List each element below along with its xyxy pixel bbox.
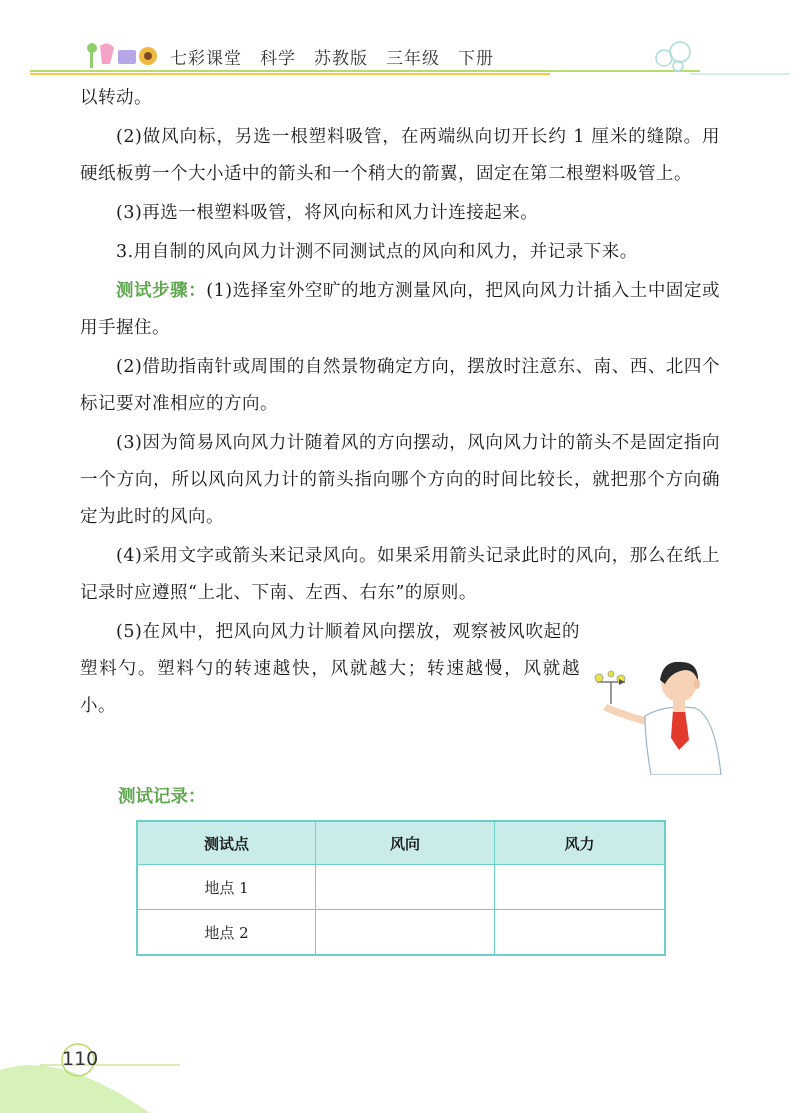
paragraph: [80, 273, 720, 347]
header-rule-accent: [30, 73, 550, 75]
paragraph: (4)采用文字或箭头来记录风向。如果采用箭头记录此时的风向，那么在纸上记录时应遵照“上北、下南、左西、右东”的原则。: [80, 546, 720, 603]
table-cell: [316, 865, 495, 910]
table-row: [137, 910, 665, 956]
table-cell: 地点 2: [137, 910, 316, 956]
main-content: [80, 80, 720, 727]
table-cell: 地点 1: [137, 865, 316, 910]
column-header: 风力: [495, 821, 666, 865]
column-header: 测试点: [137, 821, 316, 865]
paragraph-text: (1)选择室外空旷的地方测量风向，把风向风力计插入土中固定或用手握住。: [80, 281, 721, 338]
header-rule: [30, 70, 700, 72]
boy-with-wind-vane-illustration: [585, 660, 725, 775]
page-number: 110: [62, 1048, 99, 1070]
steps-label: 测试步骤：: [116, 281, 207, 301]
table-cell: [495, 865, 666, 910]
paragraph: (2)借助指南针或周围的自然景物确定方向，摆放时注意东、南、西、北四个标记要对准相应的方向。: [80, 357, 720, 414]
column-header: 风向: [316, 821, 495, 865]
table-row: [137, 865, 665, 910]
table-cell: [316, 910, 495, 956]
paragraph: 3.用自制的风向风力计测不同测试点的风向和风力，并记录下来。: [116, 242, 638, 262]
paragraph: (3)再选一根塑料吸管，将风向标和风力计连接起来。: [116, 203, 539, 223]
paragraph: (3)因为简易风向风力计随着风的方向摆动，风向风力计的箭头不是固定指向一个方向，所以风向风力计的箭头指向哪个方向的时间比较长，就把那个方向确定为此时的风向。: [80, 433, 720, 527]
table-header-row: [137, 821, 665, 865]
header-circles-icon: [640, 38, 790, 80]
record-title: 测试记录：: [118, 787, 206, 807]
page-header: [0, 0, 800, 80]
header-decoration-icon: [80, 38, 160, 72]
paragraph: 以转动。: [80, 88, 152, 108]
table-cell: [495, 910, 666, 956]
footer-decoration: [0, 1020, 800, 1113]
record-table: [136, 820, 666, 956]
paragraph: (2)做风向标，另选一根塑料吸管，在两端纵向切开长约 1 厘米的缝隙。用硬纸板剪一个大小适中的箭头和一个稍大的箭翼，固定在第二根塑料吸管上。: [80, 127, 720, 184]
paragraph: (5)在风中，把风向风力计顺着风向摆放，观察被风吹起的塑料勺。塑料勺的转速越快，风就越大；转速越慢，风就越小。: [80, 622, 580, 716]
header-title: 七彩课堂 科学 苏教版 三年级 下册: [170, 49, 494, 69]
